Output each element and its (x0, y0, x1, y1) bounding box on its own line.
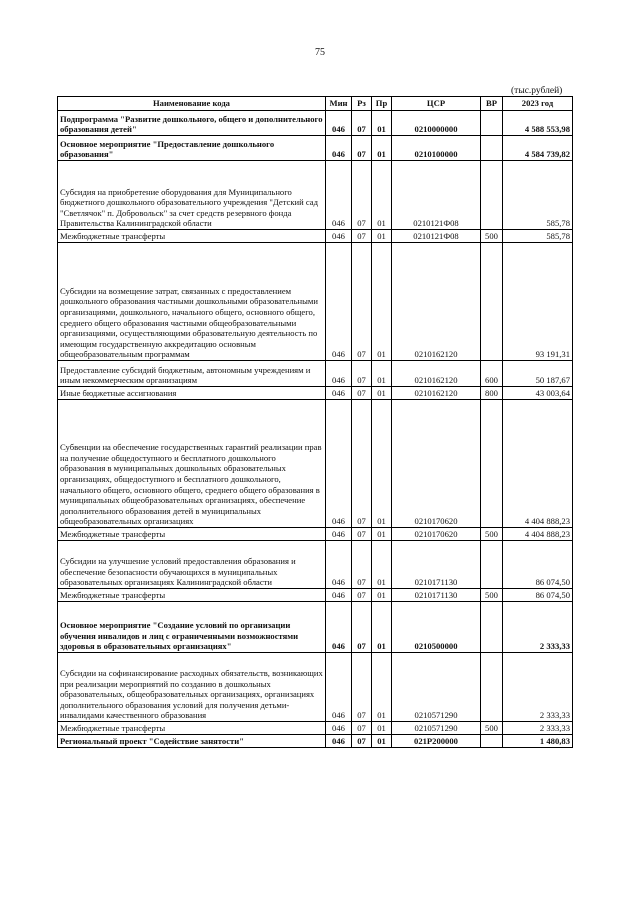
row-amount-cell: 86 074,50 (503, 589, 573, 602)
row-min-cell: 046 (326, 111, 352, 136)
row-name-cell: Межбюджетные трансферты (58, 528, 326, 541)
row-name-cell: Субсидия на приобретение оборудования для Муниципального бюджетного дошкольного образовательного учреждения "Детский сад "Светлячок" п. Добровольск" за счет средств резервного фонда Правительства Калининградской области (58, 161, 326, 230)
row-rz-cell: 07 (352, 161, 372, 230)
row-amount-cell: 4 404 888,23 (503, 400, 573, 528)
row-min-cell: 046 (326, 541, 352, 589)
row-min-cell: 046 (326, 589, 352, 602)
row-amount-cell: 86 074,50 (503, 541, 573, 589)
row-amount-cell: 4 588 553,98 (503, 111, 573, 136)
row-pr-cell: 01 (372, 602, 392, 653)
row-csr-cell: 0210162120 (392, 387, 481, 400)
row-pr-cell: 01 (372, 735, 392, 748)
row-csr-cell: 0210121Ф08 (392, 161, 481, 230)
row-vr-cell (481, 243, 503, 361)
row-rz-cell: 07 (352, 400, 372, 528)
row-vr-cell (481, 735, 503, 748)
units-label: (тыс.рублей) (511, 86, 563, 96)
row-vr-cell: 500 (481, 528, 503, 541)
row-rz-cell: 07 (352, 136, 372, 161)
row-min-cell: 046 (326, 387, 352, 400)
row-amount-cell: 93 191,31 (503, 243, 573, 361)
row-pr-cell: 01 (372, 361, 392, 387)
row-csr-cell: 0210170620 (392, 400, 481, 528)
row-pr-cell: 01 (372, 589, 392, 602)
row-rz-cell: 07 (352, 541, 372, 589)
header-name: Наименование кода (58, 97, 326, 111)
row-min-cell: 046 (326, 602, 352, 653)
row-pr-cell: 01 (372, 653, 392, 722)
header-rz: Рз (352, 97, 372, 111)
row-vr-cell (481, 541, 503, 589)
row-vr-cell: 500 (481, 589, 503, 602)
row-vr-cell (481, 400, 503, 528)
header-pr: Пр (372, 97, 392, 111)
row-amount-cell: 585,78 (503, 230, 573, 243)
row-name-cell: Межбюджетные трансферты (58, 589, 326, 602)
row-pr-cell: 01 (372, 161, 392, 230)
row-pr-cell: 01 (372, 111, 392, 136)
row-csr-cell: 0210100000 (392, 136, 481, 161)
row-amount-cell: 585,78 (503, 161, 573, 230)
row-rz-cell: 07 (352, 528, 372, 541)
table-row (58, 528, 573, 541)
row-vr-cell (481, 136, 503, 161)
row-amount-cell: 50 187,67 (503, 361, 573, 387)
row-min-cell: 046 (326, 243, 352, 361)
row-csr-cell: 021P200000 (392, 735, 481, 748)
table-row (58, 111, 573, 136)
row-vr-cell (481, 602, 503, 653)
row-rz-cell: 07 (352, 243, 372, 361)
row-name-cell: Региональный проект "Содействие занятости" (58, 735, 326, 748)
row-pr-cell: 01 (372, 387, 392, 400)
row-rz-cell: 07 (352, 722, 372, 735)
row-rz-cell: 07 (352, 602, 372, 653)
row-pr-cell: 01 (372, 722, 392, 735)
row-name-cell: Подпрограмма "Развитие дошкольного, общего и дополнительного образования детей" (58, 111, 326, 136)
row-amount-cell: 2 333,33 (503, 653, 573, 722)
row-vr-cell (481, 653, 503, 722)
row-pr-cell: 01 (372, 541, 392, 589)
budget-table (57, 96, 573, 748)
row-rz-cell: 07 (352, 589, 372, 602)
row-name-cell: Иные бюджетные ассигнования (58, 387, 326, 400)
row-name-cell: Субвенции на обеспечение государственных гарантий реализации прав на получение общедоступного и бесплатного дошкольного образования в муниципальных дошкольных образовательных организациях, общедоступного и бесплатного дошкольного, начального общего, основного общего, среднего общего образования в муниципальных общеобразовательных организациях, обеспечение дополнительного образования детей в муниципальных общеобразовательных организациях (58, 400, 326, 528)
table-row (58, 541, 573, 589)
row-csr-cell: 0210171130 (392, 589, 481, 602)
row-min-cell: 046 (326, 136, 352, 161)
row-amount-cell: 1 480,83 (503, 735, 573, 748)
row-name-cell: Основное мероприятие "Создание условий по организации обучения инвалидов и лиц с ограниченными возможностями здоровья в образовательных организациях" (58, 602, 326, 653)
row-name-cell: Межбюджетные трансферты (58, 230, 326, 243)
row-pr-cell: 01 (372, 230, 392, 243)
row-csr-cell: 0210162120 (392, 361, 481, 387)
row-pr-cell: 01 (372, 528, 392, 541)
row-min-cell: 046 (326, 722, 352, 735)
row-rz-cell: 07 (352, 653, 372, 722)
row-csr-cell: 0210121Ф08 (392, 230, 481, 243)
row-rz-cell: 07 (352, 387, 372, 400)
row-csr-cell: 0210171130 (392, 541, 481, 589)
row-csr-cell: 0210571290 (392, 653, 481, 722)
row-amount-cell: 43 003,64 (503, 387, 573, 400)
table-row (58, 361, 573, 387)
row-vr-cell: 800 (481, 387, 503, 400)
row-name-cell: Субсидии на софинансирование расходных обязательств, возникающих при реализации мероприятий по созданию в дошкольных образовательных, общеобразовательных организациях, организациях дополнительного образования условий для получения детьми-инвалидами качественного образования (58, 653, 326, 722)
table-row (58, 400, 573, 528)
table-row (58, 387, 573, 400)
row-min-cell: 046 (326, 361, 352, 387)
row-pr-cell: 01 (372, 243, 392, 361)
row-rz-cell: 07 (352, 111, 372, 136)
row-min-cell: 046 (326, 528, 352, 541)
table-row (58, 230, 573, 243)
page-number: 75 (315, 47, 325, 58)
row-rz-cell: 07 (352, 735, 372, 748)
table-row (58, 653, 573, 722)
table-row (58, 243, 573, 361)
row-name-cell: Предоставление субсидий бюджетным, автономным учреждениям и иным некоммерческим организациям (58, 361, 326, 387)
row-min-cell: 046 (326, 400, 352, 528)
row-amount-cell: 2 333,33 (503, 722, 573, 735)
row-amount-cell: 2 333,33 (503, 602, 573, 653)
row-vr-cell (481, 111, 503, 136)
row-csr-cell: 0210500000 (392, 602, 481, 653)
row-vr-cell (481, 161, 503, 230)
table-row (58, 589, 573, 602)
header-csr: ЦСР (392, 97, 481, 111)
header-min: Мин (326, 97, 352, 111)
row-csr-cell: 0210000000 (392, 111, 481, 136)
row-amount-cell: 4 404 888,23 (503, 528, 573, 541)
row-min-cell: 046 (326, 230, 352, 243)
row-vr-cell: 500 (481, 230, 503, 243)
row-name-cell: Субсидии на возмещение затрат, связанных с предоставлением дошкольного образования частными дошкольными образовательными организациями, дошкольного, начального общего, основного общего, среднего общего образования частными общеобразовательными организациями, осуществляющими образовательную деятельность по имеющим государственную аккредитацию основным общеобразовательным программам (58, 243, 326, 361)
row-csr-cell: 0210162120 (392, 243, 481, 361)
row-min-cell: 046 (326, 653, 352, 722)
header-row (58, 97, 573, 111)
row-vr-cell: 600 (481, 361, 503, 387)
header-year: 2023 год (503, 97, 573, 111)
table-row (58, 136, 573, 161)
table-row (58, 722, 573, 735)
row-amount-cell: 4 584 739,82 (503, 136, 573, 161)
row-csr-cell: 0210571290 (392, 722, 481, 735)
row-csr-cell: 0210170620 (392, 528, 481, 541)
row-min-cell: 046 (326, 735, 352, 748)
header-vr: ВР (481, 97, 503, 111)
row-pr-cell: 01 (372, 400, 392, 528)
table-row (58, 602, 573, 653)
row-rz-cell: 07 (352, 230, 372, 243)
table-row (58, 735, 573, 748)
row-pr-cell: 01 (372, 136, 392, 161)
row-rz-cell: 07 (352, 361, 372, 387)
row-vr-cell: 500 (481, 722, 503, 735)
row-name-cell: Субсидии на улучшение условий предоставления образования и обеспечение безопасности обучающихся в муниципальных образовательных организациях Калининградской области (58, 541, 326, 589)
row-name-cell: Основное мероприятие "Предоставление дошкольного образования" (58, 136, 326, 161)
row-min-cell: 046 (326, 161, 352, 230)
table-row (58, 161, 573, 230)
row-name-cell: Межбюджетные трансферты (58, 722, 326, 735)
